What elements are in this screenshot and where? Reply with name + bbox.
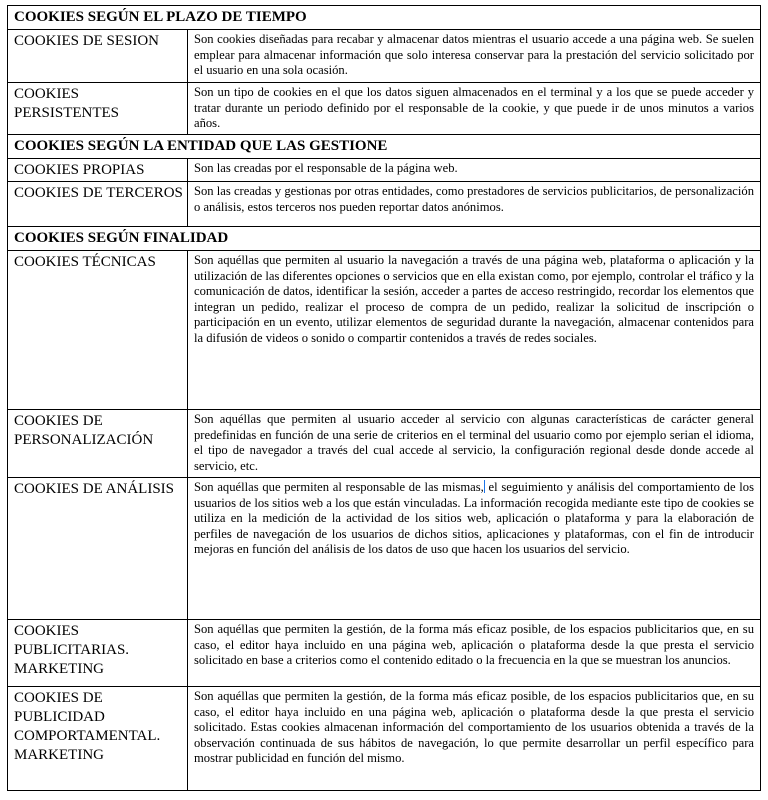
cookie-type-description: Son cookies diseñadas para recabar y almacenar datos mientras el usuario accede a una página web. Se suelen emplear para almacenar información que solo interesa conservar para la prestación del servicio solicitado por el usuario en una sola ocasión. <box>188 30 761 83</box>
cookie-type-name: COOKIES PERSISTENTES <box>8 83 188 135</box>
cookie-type-description: Son las creadas por el responsable de la página web. <box>188 159 761 182</box>
table-row <box>8 620 761 687</box>
table-row <box>8 410 761 478</box>
section-header-entidad <box>8 135 761 159</box>
table-row <box>8 83 761 135</box>
table-row <box>8 251 761 410</box>
table-row <box>8 687 761 791</box>
cookie-type-name: COOKIES DE SESION <box>8 30 188 83</box>
cookie-type-description: Son aquéllas que permiten la gestión, de la forma más eficaz posible, de los espacios publicitarios que, en su caso, el editor haya incluido en una página web, aplicación o plataforma desde la que presta el servicio solicitado. Estas cookies almacenan información del comportamiento de los usuarios obtenida a través de la observación continuada de sus hábitos de navegación, lo que permite desarrollar un perfil específico para mostrar publicidad en función del mismo. <box>188 687 761 791</box>
cookie-type-description: Son aquéllas que permiten al usuario la navegación a través de una página web, plataforma o aplicación y la utilización de las diferentes opciones o servicios que en ella existan como, por ejemplo, controlar el tráfico y la comunicación de datos, identificar la sesión, acceder a partes de acceso restringido, recordar los elementos que integran un pedido, realizar el proceso de compra de un pedido, realizar la solicitud de inscripción o participación en un evento, utilizar elementos de seguridad durante la navegación, almacenar contenidos para la difusión de videos o sonido o compartir contenidos a través de redes sociales. <box>188 251 761 410</box>
table-row <box>8 159 761 182</box>
cookie-type-description <box>188 478 761 620</box>
cookie-type-description: Son aquéllas que permiten al usuario acceder al servicio con algunas características de carácter general predefinidas en función de una serie de criterios en el terminal del usuario como por ejemplo serian el idioma, el tipo de navegador a través del cual accede al servicio, la configuración regional desde donde accede al servicio, etc. <box>188 410 761 478</box>
cookie-type-name: COOKIES DE ANÁLISIS <box>8 478 188 620</box>
cookie-type-name: COOKIES PROPIAS <box>8 159 188 182</box>
cookie-type-name: COOKIES TÉCNICAS <box>8 251 188 410</box>
cookies-table <box>7 5 761 791</box>
description-text: el seguimiento y análisis del comportamiento de los usuarios de los sitios web a los que están vinculadas. La información recogida mediante este tipo de cookies se utiliza en la medición de la actividad de los sitios web, aplicación o plataforma y para la elaboración de perfiles de navegación de los usuarios de dichos sitios, aplicaciones y plataformas, con el fin de introducir mejoras en función del análisis de los datos de uso que hacen los usuarios del servicio. <box>194 480 754 556</box>
table-row <box>8 30 761 83</box>
cookie-type-description: Son un tipo de cookies en el que los datos siguen almacenados en el terminal y a los que se puede acceder y tratar durante un periodo definido por el responsable de la cookie, y que puede ir de unos minutos a varios años. <box>188 83 761 135</box>
cookie-type-name: COOKIES DE PERSONALIZACIÓN <box>8 410 188 478</box>
table-row <box>8 182 761 227</box>
section-title: COOKIES SEGÚN LA ENTIDAD QUE LAS GESTIONE <box>8 135 761 159</box>
section-title: COOKIES SEGÚN FINALIDAD <box>8 227 761 251</box>
section-header-finalidad <box>8 227 761 251</box>
cookie-type-description: Son las creadas y gestionas por otras entidades, como prestadores de servicios publicitarios, de personalización o análisis, estos terceros nos pueden reportar datos anónimos. <box>188 182 761 227</box>
table-row <box>8 478 761 620</box>
section-header-plazo <box>8 6 761 30</box>
cookie-type-description: Son aquéllas que permiten la gestión, de la forma más eficaz posible, de los espacios publicitarios que, en su caso, el editor haya incluido en una página web, aplicación o plataforma desde la que presta el servicio solicitado en base a criterios como el contenido editado o la frecuencia en la que se muestran los anuncios. <box>188 620 761 687</box>
cookie-type-name: COOKIES DE TERCEROS <box>8 182 188 227</box>
description-text: Son aquéllas que permiten al responsable de las mismas, <box>194 480 484 494</box>
cookie-type-name: COOKIES PUBLICITARIAS. MARKETING <box>8 620 188 687</box>
section-title: COOKIES SEGÚN EL PLAZO DE TIEMPO <box>8 6 761 30</box>
cookie-type-name: COOKIES DE PUBLICIDAD COMPORTAMENTAL. MARKETING <box>8 687 188 791</box>
